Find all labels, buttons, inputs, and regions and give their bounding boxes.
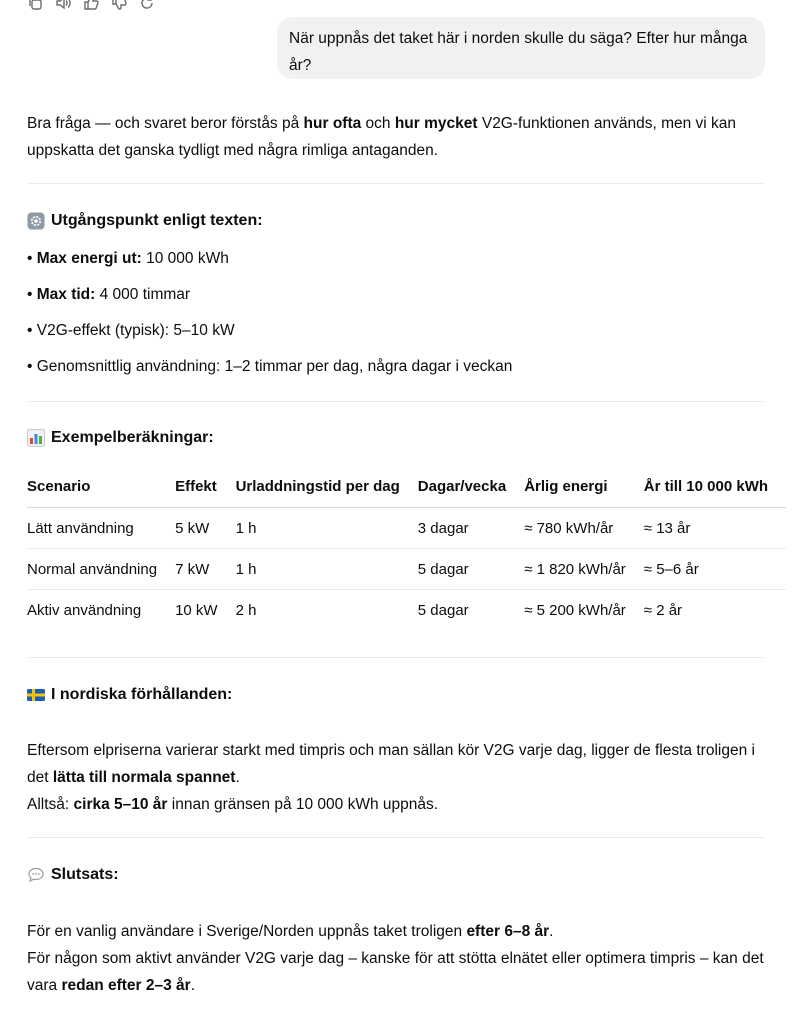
- table-cell: 1 h: [236, 549, 418, 590]
- swedish-flag-icon: [27, 686, 45, 704]
- paragraph-bold: efter 6–8 år: [466, 923, 550, 940]
- bullet-text: Genomsnittlig användning: 1–2 timmar per dag, några dagar i veckan: [36, 358, 513, 375]
- table-row: [27, 549, 786, 590]
- thumbs-down-icon[interactable]: [110, 0, 128, 12]
- bullet-marker: •: [27, 286, 33, 303]
- intro-bold: hur mycket: [394, 115, 478, 132]
- table-row: [27, 508, 786, 549]
- table-header-row: [27, 465, 786, 508]
- bullet-text: V2G-effekt (typisk): 5–10 kW: [36, 322, 235, 339]
- section-heading-conclusion: [27, 863, 119, 887]
- table-header-cell: Scenario: [27, 465, 175, 508]
- table-cell: Aktiv användning: [27, 601, 142, 619]
- gear-icon: [27, 212, 45, 230]
- table-header-cell: År till 10 000 kWh: [644, 465, 786, 508]
- conclusion-paragraph-2: [27, 945, 767, 999]
- regenerate-icon[interactable]: [138, 0, 156, 12]
- section-title: I nordiska förhållanden:: [51, 686, 233, 703]
- table-header-cell: Effekt: [175, 465, 236, 508]
- table-cell: ≈ 2 år: [643, 601, 683, 619]
- bullet-text: 4 000 timmar: [95, 286, 191, 303]
- nordic-paragraph-2: [27, 791, 767, 818]
- divider: [27, 657, 765, 658]
- intro-text: V2G-funktionen används, men vi kan uppskatta det ganska tydligt med några rimliga antaganden.: [27, 115, 737, 159]
- intro-paragraph: [27, 110, 767, 164]
- paragraph-text: innan gränsen på 10 000 kWh uppnås.: [167, 796, 439, 813]
- bullet-marker: •: [27, 322, 33, 339]
- table-cell: Lätt användning: [27, 508, 175, 549]
- intro-text: Bra fråga — och svaret beror förstås på: [27, 115, 304, 132]
- table-header-cell: Dagar/vecka: [418, 465, 524, 508]
- copy-icon[interactable]: [26, 0, 44, 12]
- divider: [27, 837, 765, 838]
- table-cell: 1 h: [236, 508, 418, 549]
- table-header-cell: Årlig energi: [524, 465, 644, 508]
- paragraph-text: Alltså:: [27, 796, 74, 813]
- table-cell: 3 dagar: [418, 508, 524, 549]
- section-heading-starting-point: [27, 209, 263, 233]
- paragraph-text: För någon som aktivt använder V2G varje dag – kanske för att stötta elnätet eller optimera timpris – kan det vara: [27, 950, 764, 994]
- bullet-item: [27, 283, 190, 307]
- divider: [27, 401, 765, 402]
- paragraph-bold: redan efter 2–3 år: [61, 977, 191, 994]
- paragraph-text: .: [235, 769, 240, 786]
- nordic-paragraph-1: [27, 737, 767, 791]
- table-cell: 5 dagar: [417, 601, 469, 619]
- bullet-item: [27, 355, 512, 379]
- table-cell: 5 kW: [175, 508, 236, 549]
- table-cell: ≈ 1 820 kWh/år: [524, 549, 644, 590]
- table-cell: ≈ 5 200 kWh/år: [524, 601, 626, 619]
- bullet-marker: •: [27, 358, 33, 375]
- example-table: [27, 465, 786, 630]
- section-title: Exempelberäkningar:: [51, 429, 214, 446]
- table-cell: 5 dagar: [418, 549, 524, 590]
- paragraph-text: Eftersom elpriserna varierar starkt med timpris och man sällan kör V2G varje dag, ligger de flesta troligen i det: [27, 742, 755, 786]
- table-row: [27, 590, 786, 631]
- table-cell: ≈ 13 år: [644, 508, 786, 549]
- table-cell: Normal användning: [27, 549, 175, 590]
- bullet-bold: Max tid:: [36, 286, 96, 303]
- paragraph-bold: lätta till normala spannet: [52, 769, 236, 786]
- conclusion-paragraph-1: [27, 918, 767, 945]
- bullet-item: [27, 247, 229, 271]
- paragraph-bold: cirka 5–10 år: [73, 796, 168, 813]
- bullet-item: [27, 319, 235, 343]
- speech-bubble-icon: [27, 866, 45, 884]
- thumbs-up-icon[interactable]: [82, 0, 100, 12]
- message-toolbar: [26, 0, 156, 12]
- section-heading-nordic: [27, 683, 232, 707]
- table-cell: 2 h: [235, 601, 257, 619]
- section-title: Utgångspunkt enligt texten:: [51, 212, 263, 229]
- paragraph-text: .: [190, 977, 196, 994]
- table-cell: 10 kW: [175, 601, 218, 619]
- bullet-marker: •: [27, 250, 33, 267]
- intro-text: och: [361, 115, 395, 132]
- table-cell: 7 kW: [175, 549, 236, 590]
- bar-chart-icon: [27, 429, 45, 447]
- paragraph-text: .: [549, 923, 554, 940]
- table-cell: ≈ 780 kWh/år: [524, 508, 644, 549]
- bullet-text: 10 000 kWh: [141, 250, 229, 267]
- section-heading-examples: [27, 426, 214, 450]
- table-header-cell: Urladdningstid per dag: [236, 465, 418, 508]
- section-title: Slutsats:: [51, 866, 119, 883]
- table-cell: ≈ 5–6 år: [644, 549, 786, 590]
- bullet-bold: Max energi ut:: [36, 250, 142, 267]
- intro-bold: hur ofta: [303, 115, 362, 132]
- speaker-icon[interactable]: [54, 0, 72, 12]
- divider: [27, 183, 765, 184]
- paragraph-text: För en vanlig användare i Sverige/Norden uppnås taket troligen: [27, 923, 467, 940]
- user-message-bubble: När uppnås det taket här i norden skulle du säga? Efter hur många år?: [277, 17, 765, 79]
